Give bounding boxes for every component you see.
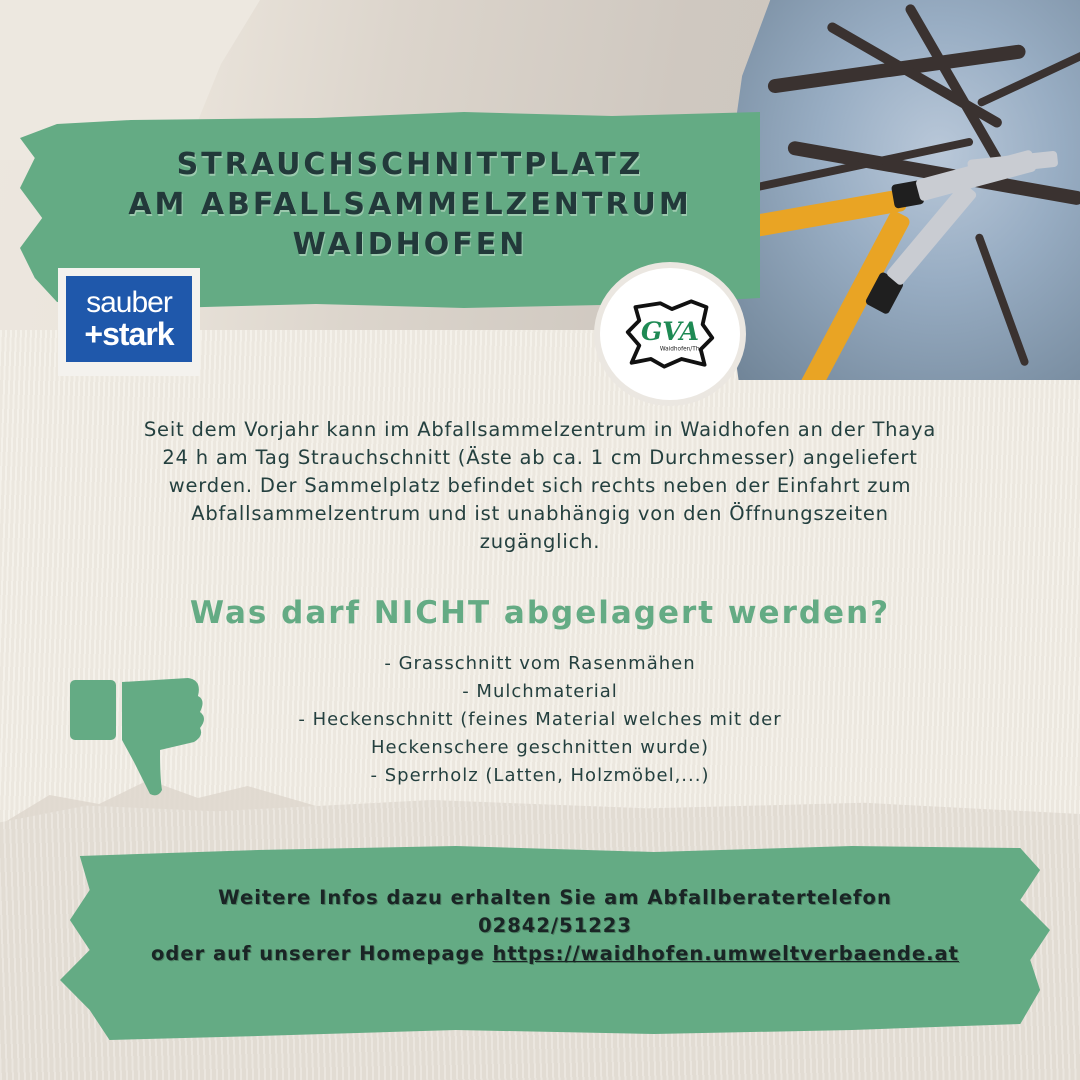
svg-text:GVA: GVA	[640, 316, 700, 346]
homepage-label: oder auf unserer Homepage	[150, 942, 493, 965]
intro-line: Abfallsammelzentrum und ist unabhängig von den Öffnungszeiten	[191, 502, 889, 525]
contact-line-1: Weitere Infos dazu erhalten Sie am Abfallberatertelefon	[218, 886, 892, 909]
homepage-link[interactable]: https://waidhofen.umweltverbaende.at	[492, 942, 960, 965]
title-line-3: WAIDHOFEN	[292, 227, 528, 262]
intro-line: 24 h am Tag Strauchschnitt (Äste ab ca. 1 cm Durchmesser) angeliefert	[162, 446, 918, 469]
svg-text:Waidhofen/Th: Waidhofen/Th	[659, 346, 700, 353]
intro-line: Seit dem Vorjahr kann im Abfallsammelzentrum in Waidhofen an der Thaya	[143, 418, 937, 441]
contact-line-3	[60, 940, 1050, 968]
sauber-stark-logo	[58, 268, 200, 376]
sauber-logo-line-1: sauber	[86, 286, 172, 319]
pruning-shears-photo	[728, 0, 1080, 380]
intro-line: zugänglich.	[479, 530, 601, 553]
list-item: - Heckenschnitt (feines Material welches mit der	[298, 709, 782, 730]
not-allowed-heading: Was darf NICHT abgelagert werden?	[189, 595, 891, 631]
intro-paragraph	[40, 416, 1040, 556]
page-title	[60, 145, 760, 265]
phone-number: 02842/51223	[478, 914, 632, 937]
not-allowed-list	[180, 650, 900, 790]
list-item: - Grasschnitt vom Rasenmähen	[384, 653, 696, 674]
list-item: - Sperrholz (Latten, Holzmöbel,...)	[370, 765, 710, 786]
contact-info	[60, 884, 1050, 968]
gva-logo	[600, 268, 740, 400]
list-item: - Mulchmaterial	[462, 681, 618, 702]
sauber-logo-line-2: +stark	[84, 316, 174, 352]
title-line-2: AM ABFALLSAMMELZENTRUM	[128, 187, 692, 222]
intro-line: werden. Der Sammelplatz befindet sich rechts neben der Einfahrt zum	[168, 474, 912, 497]
list-item: Heckenschere geschnitten wurde)	[371, 737, 709, 758]
title-line-1: STRAUCHSCHNITTPLATZ	[176, 147, 644, 182]
gva-map-outline-icon	[622, 294, 718, 374]
